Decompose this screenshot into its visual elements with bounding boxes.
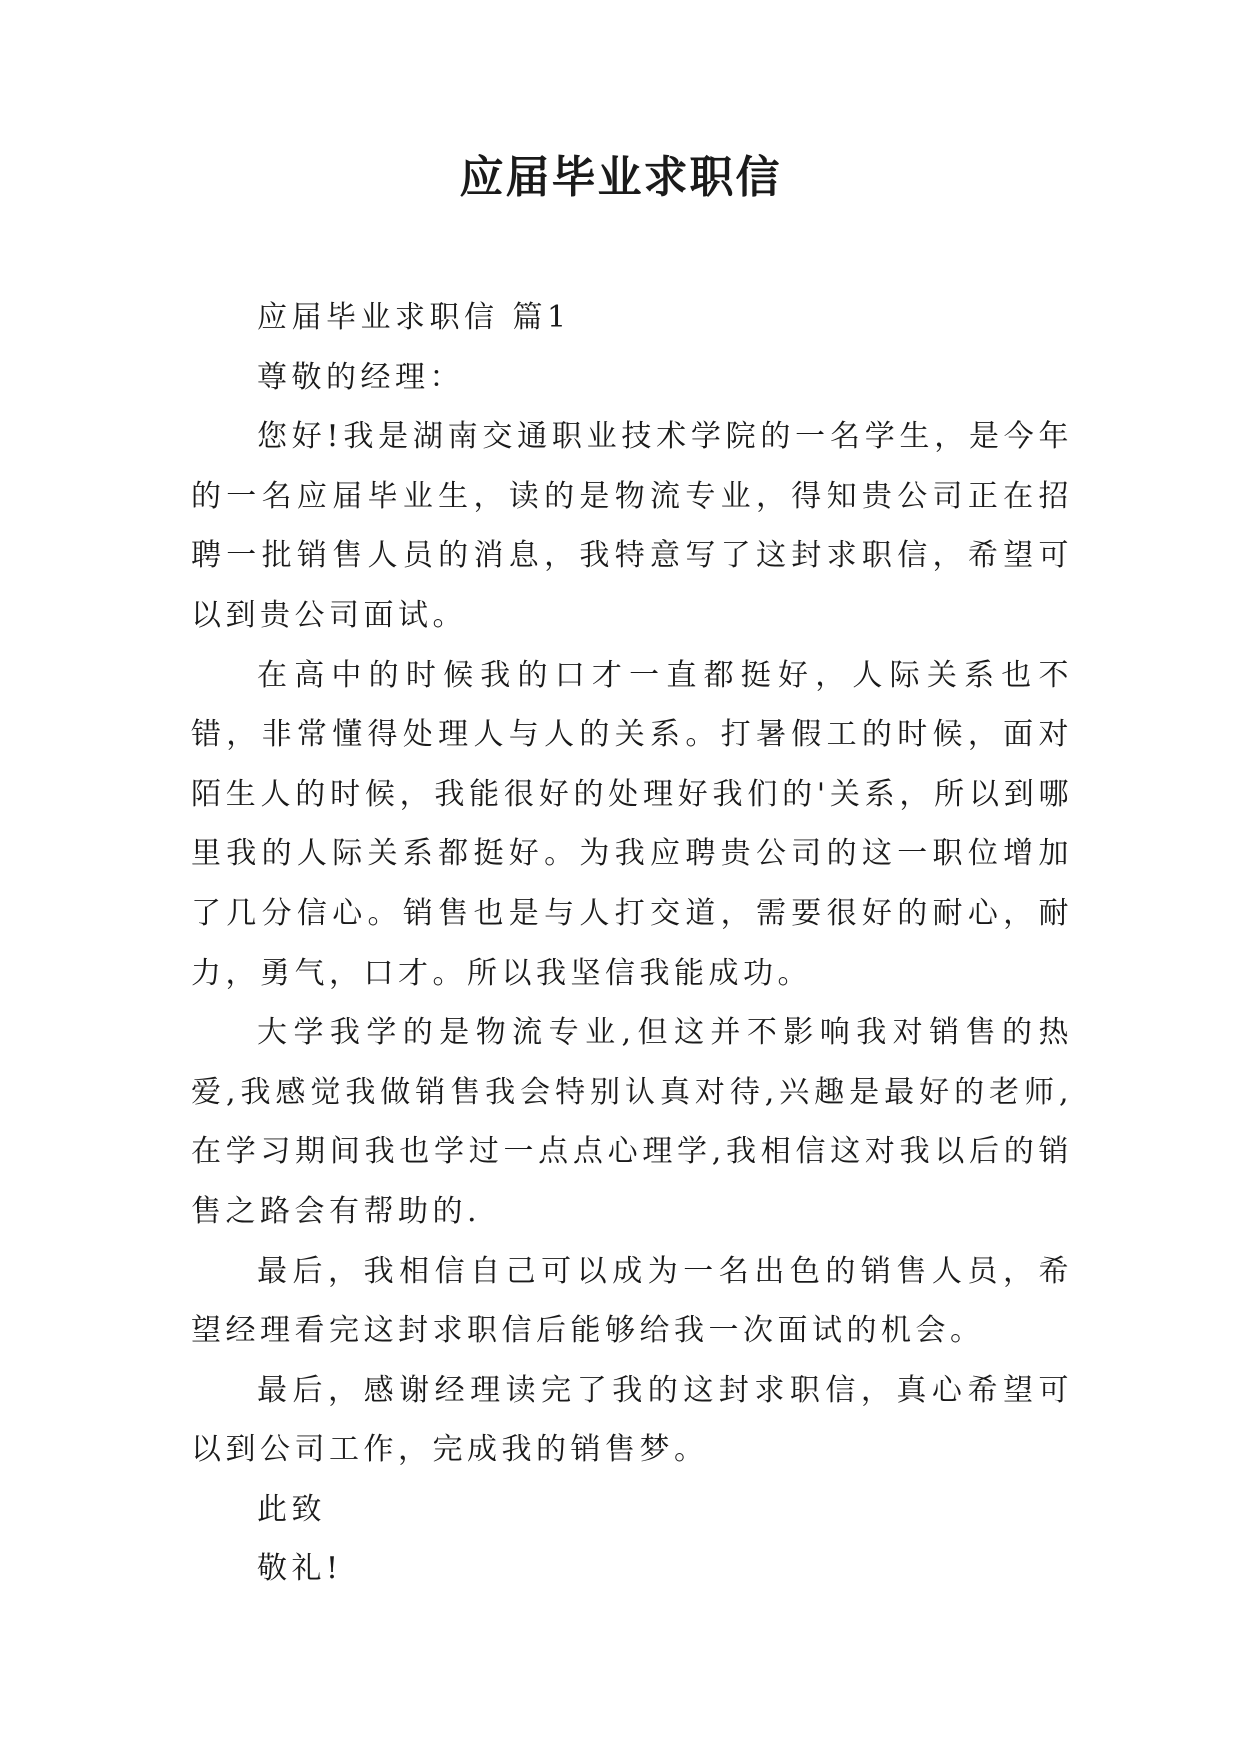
paragraph-thanks: 最后，感谢经理读完了我的这封求职信，真心希望可以到公司工作，完成我的销售梦。 bbox=[191, 1372, 1073, 1468]
document-title: 应届毕业求职信 bbox=[459, 152, 782, 203]
closing-greeting: 此致 bbox=[257, 1491, 326, 1527]
paragraph-intro: 您好!我是湖南交通职业技术学院的一名学生，是今年的一名应届毕业生，读的是物流专业，得知贵公司正在招聘一批销售人员的消息，我特意写了这封求职信，希望可以到贵公司面试。 bbox=[191, 419, 1073, 633]
paragraph-closing-hope: 最后，我相信自己可以成为一名出色的销售人员，希望经理看完这封求职信后能够给我一次面试的机会。 bbox=[191, 1253, 1073, 1349]
paragraph-high-school: 在高中的时候我的口才一直都挺好，人际关系也不错，非常懂得处理人与人的关系。打暑假工的时候，面对陌生人的时候，我能很好的处理好我们的'关系，所以到哪里我的人际关系都挺好。为我应聘贵公司的这一职位增加了几分信心。销售也是与人打交道，需要很好的耐心，耐力，勇气，口才。所以我坚信我能成功。 bbox=[191, 657, 1073, 991]
letter-body bbox=[191, 288, 1073, 1599]
salutation: 尊敬的经理： bbox=[257, 359, 464, 395]
paragraph-university: 大学我学的是物流专业,但这并不影响我对销售的热爱,我感觉我做销售我会特别认真对待,兴趣是最好的老师,在学习期间我也学过一点点心理学,我相信这对我以后的销售之路会有帮助的. bbox=[191, 1015, 1073, 1229]
section-heading: 应届毕业求职信 篇1 bbox=[257, 300, 571, 335]
closing-regards: 敬礼! bbox=[257, 1551, 343, 1587]
